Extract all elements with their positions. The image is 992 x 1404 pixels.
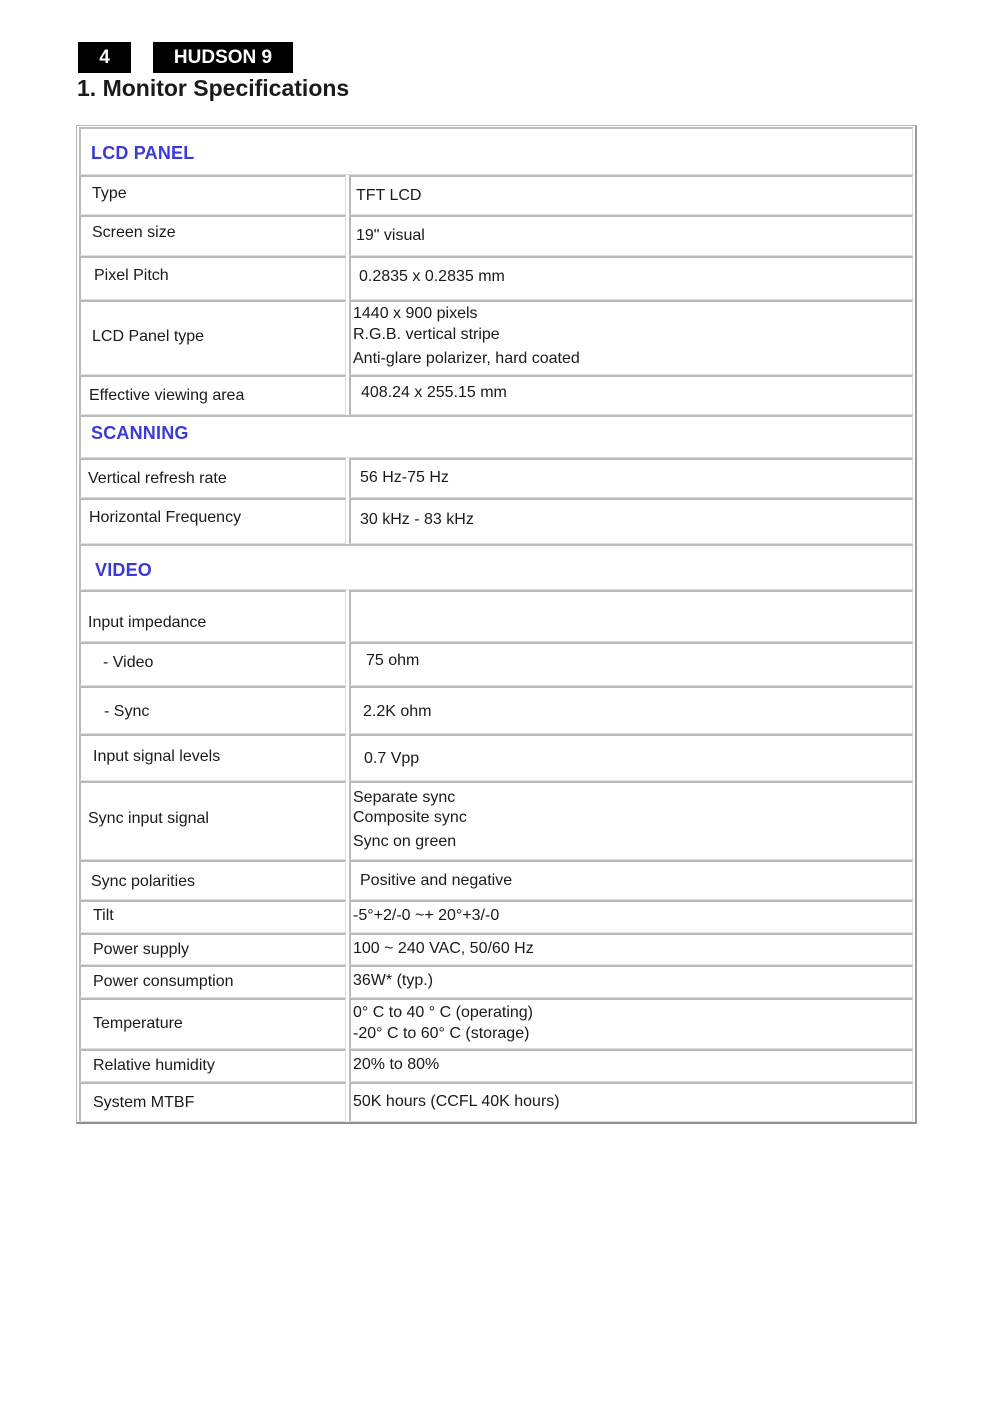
spec-label: Effective viewing area (89, 387, 245, 404)
spec-value-cell (349, 686, 913, 734)
spec-label: LCD Panel type (92, 328, 205, 345)
spec-row-input-signal-levels (79, 734, 913, 781)
spec-label-cell (79, 860, 346, 900)
spec-label: - Sync (104, 703, 150, 720)
spec-row-lcd-panel-type (79, 300, 913, 375)
spec-value: 100 ~ 240 VAC, 50/60 Hz (353, 940, 534, 957)
spec-label: Relative humidity (93, 1057, 215, 1074)
spec-label-cell (79, 458, 346, 498)
spec-row-sync-input-signal (79, 781, 913, 860)
spec-value-cell (349, 256, 913, 300)
spec-value: 2.2K ohm (363, 703, 432, 720)
spec-label: Type (92, 185, 127, 202)
spec-value-cell (349, 590, 913, 642)
section-title: LCD PANEL (91, 143, 195, 163)
spec-label: - Video (103, 654, 154, 671)
spec-value-cell (349, 998, 913, 1049)
spec-value-cell (349, 300, 913, 375)
section-title: SCANNING (91, 423, 189, 443)
spec-value-line: -20° C to 60° C (storage) (353, 1025, 530, 1042)
section-lcd-panel (79, 127, 913, 175)
spec-value-line: 0° C to 40 ° C (operating) (353, 1004, 533, 1021)
section-title: VIDEO (95, 560, 153, 580)
spec-label: Screen size (92, 224, 176, 241)
model-name-badge: HUDSON 9 (153, 42, 293, 73)
spec-row-video (79, 642, 913, 686)
spec-row-screen-size (79, 215, 913, 256)
spec-label-cell (79, 1049, 346, 1082)
spec-row-pixel-pitch (79, 256, 913, 300)
spec-label: Tilt (93, 907, 114, 924)
spec-label-cell (79, 933, 346, 965)
spec-value: 75 ohm (366, 652, 420, 669)
spec-value-cell (349, 860, 913, 900)
spec-label-cell (79, 734, 346, 781)
spec-label-cell (79, 781, 346, 860)
spec-value: 50K hours (CCFL 40K hours) (353, 1093, 560, 1110)
spec-table (76, 125, 917, 1124)
spec-value-line: Anti-glare polarizer, hard coated (353, 350, 580, 367)
spec-value: 36W* (typ.) (353, 972, 434, 989)
spec-value-line: R.G.B. vertical stripe (353, 326, 500, 343)
spec-label: Power consumption (93, 973, 234, 990)
spec-label: Input impedance (88, 614, 207, 631)
spec-value: 56 Hz-75 Hz (360, 469, 449, 486)
spec-row-system-mtbf (79, 1082, 913, 1122)
spec-value-cell (349, 215, 913, 256)
spec-value-cell (349, 965, 913, 998)
spec-label-cell (79, 900, 346, 933)
spec-label: Sync input signal (88, 810, 209, 827)
page-title: 1. Monitor Specifications (77, 75, 350, 101)
spec-row-type (79, 175, 913, 215)
spec-value-cell (349, 642, 913, 686)
spec-row-power-supply (79, 933, 913, 965)
spec-value-cell (349, 1082, 913, 1122)
spec-row-power-consumption (79, 965, 913, 998)
spec-value-cell (349, 498, 913, 544)
spec-value-line: Sync on green (353, 833, 457, 850)
spec-value-cell (349, 458, 913, 498)
spec-label-cell (79, 590, 346, 642)
spec-value: 408.24 x 255.15 mm (361, 384, 507, 401)
spec-row-temperature (79, 998, 913, 1049)
spec-value-cell (349, 933, 913, 965)
spec-label-cell (79, 686, 346, 734)
spec-value-cell (349, 1049, 913, 1082)
spec-label-cell (79, 175, 346, 215)
spec-label-cell (79, 498, 346, 544)
spec-label-cell (79, 256, 346, 300)
spec-label: Input signal levels (93, 748, 221, 765)
spec-value-cell (349, 734, 913, 781)
spec-label: Power supply (93, 941, 190, 958)
spec-value-cell (349, 375, 913, 415)
spec-value: 30 kHz - 83 kHz (360, 511, 474, 528)
spec-value-line: Composite sync (353, 809, 467, 826)
spec-row-input-impedance (79, 590, 913, 642)
spec-row-tilt (79, 900, 913, 933)
spec-row-sync-polarities (79, 860, 913, 900)
page-number-badge: 4 (78, 42, 131, 73)
spec-label: Pixel Pitch (94, 267, 169, 284)
spec-label: Vertical refresh rate (88, 470, 227, 487)
spec-label: Sync polarities (91, 873, 196, 890)
section-video (79, 544, 913, 590)
spec-value-line: 1440 x 900 pixels (353, 305, 478, 322)
spec-value: 19" visual (356, 227, 425, 244)
spec-value: 20% to 80% (353, 1056, 440, 1073)
spec-label-cell (79, 300, 346, 375)
section-scanning (79, 415, 913, 458)
spec-value-line: Separate sync (353, 789, 456, 806)
spec-row-vertical-refresh-rate (79, 458, 913, 498)
spec-label-cell (79, 642, 346, 686)
spec-value-cell (349, 781, 913, 860)
spec-label-cell (79, 998, 346, 1049)
spec-label-cell (79, 215, 346, 256)
spec-row-sync (79, 686, 913, 734)
spec-label: Horizontal Frequency (89, 509, 242, 526)
spec-label-cell (79, 965, 346, 998)
spec-row-effective-viewing-area (79, 375, 913, 415)
spec-value: Positive and negative (360, 872, 513, 889)
spec-value-cell (349, 175, 913, 215)
spec-label: System MTBF (93, 1094, 195, 1111)
spec-label: Temperature (93, 1015, 183, 1032)
spec-row-horizontal-frequency (79, 498, 913, 544)
spec-row-relative-humidity (79, 1049, 913, 1082)
spec-value: 0.2835 x 0.2835 mm (359, 268, 505, 285)
spec-value: TFT LCD (356, 187, 422, 204)
spec-value: -5°+2/-0 ~+ 20°+3/-0 (353, 907, 500, 924)
spec-value-cell (349, 900, 913, 933)
spec-label-cell (79, 1082, 346, 1122)
spec-value: 0.7 Vpp (364, 750, 420, 767)
spec-label-cell (79, 375, 346, 415)
